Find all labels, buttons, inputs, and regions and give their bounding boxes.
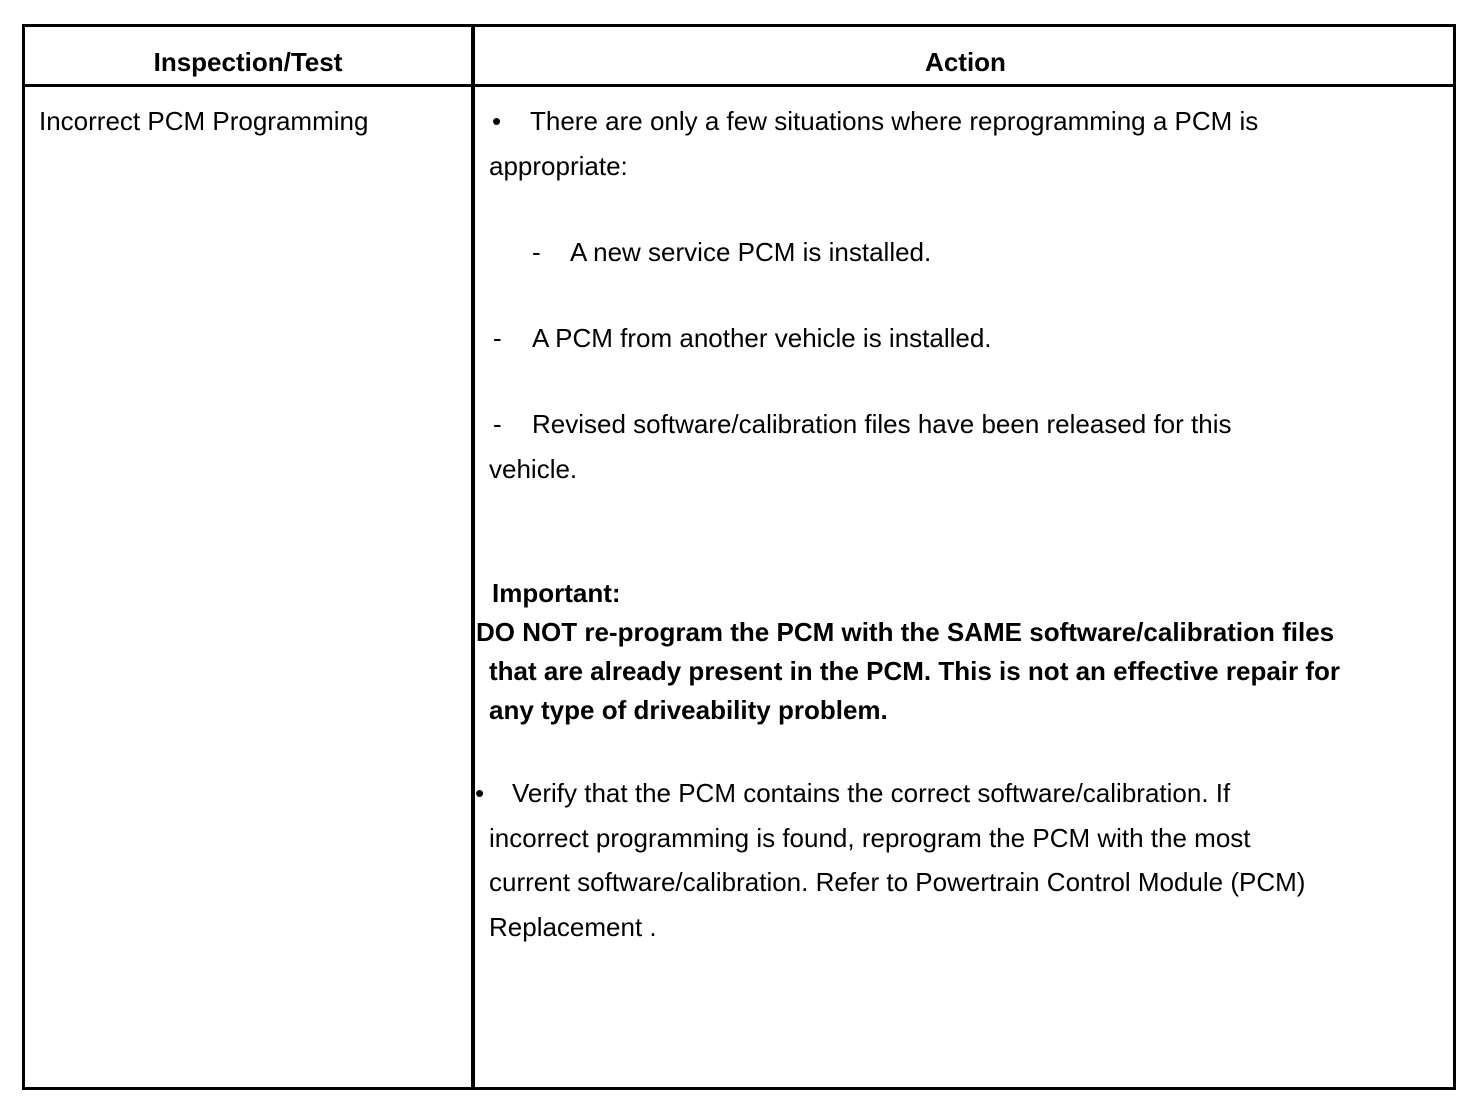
header-divider — [25, 84, 1453, 87]
important-line-3: any type of driveability problem. — [489, 695, 888, 725]
inspection-action-table — [22, 24, 1456, 1090]
intro-line-1: There are only a few situations where reprogramming a PCM is — [530, 106, 1259, 136]
situation-item-2: A PCM from another vehicle is installed. — [532, 323, 992, 353]
situation-item-3-continued: vehicle. — [489, 454, 578, 484]
verify-line-1: Verify that the PCM contains the correct software/calibration. If — [512, 778, 1231, 808]
dash-icon: - — [493, 409, 502, 439]
verify-line-3: current software/calibration. Refer to Powertrain Control Module (PCM) — [489, 867, 1306, 897]
situation-item-1: A new service PCM is installed. — [570, 237, 932, 267]
dash-icon: - — [532, 237, 541, 267]
verify-line-2: incorrect programming is found, reprogram the PCM with the most — [489, 823, 1251, 853]
dash-icon: - — [493, 323, 502, 353]
column-divider — [471, 27, 475, 1087]
header-inspection-test: Inspection/Test — [153, 47, 343, 77]
situation-item-3: Revised software/calibration files have been released for this — [532, 409, 1232, 439]
important-line-2: that are already present in the PCM. This is not an effective repair for — [489, 656, 1341, 686]
verify-line-4: Replacement . — [489, 912, 657, 942]
bullet-icon: • — [475, 778, 485, 808]
important-label: Important: — [492, 578, 621, 608]
important-line-1: DO NOT re-program the PCM with the SAME software/calibration files — [476, 617, 1335, 647]
inspection-cell: Incorrect PCM Programming — [39, 106, 369, 136]
intro-line-2: appropriate: — [489, 151, 628, 181]
header-action: Action — [925, 47, 1006, 77]
bullet-icon: • — [492, 106, 502, 136]
